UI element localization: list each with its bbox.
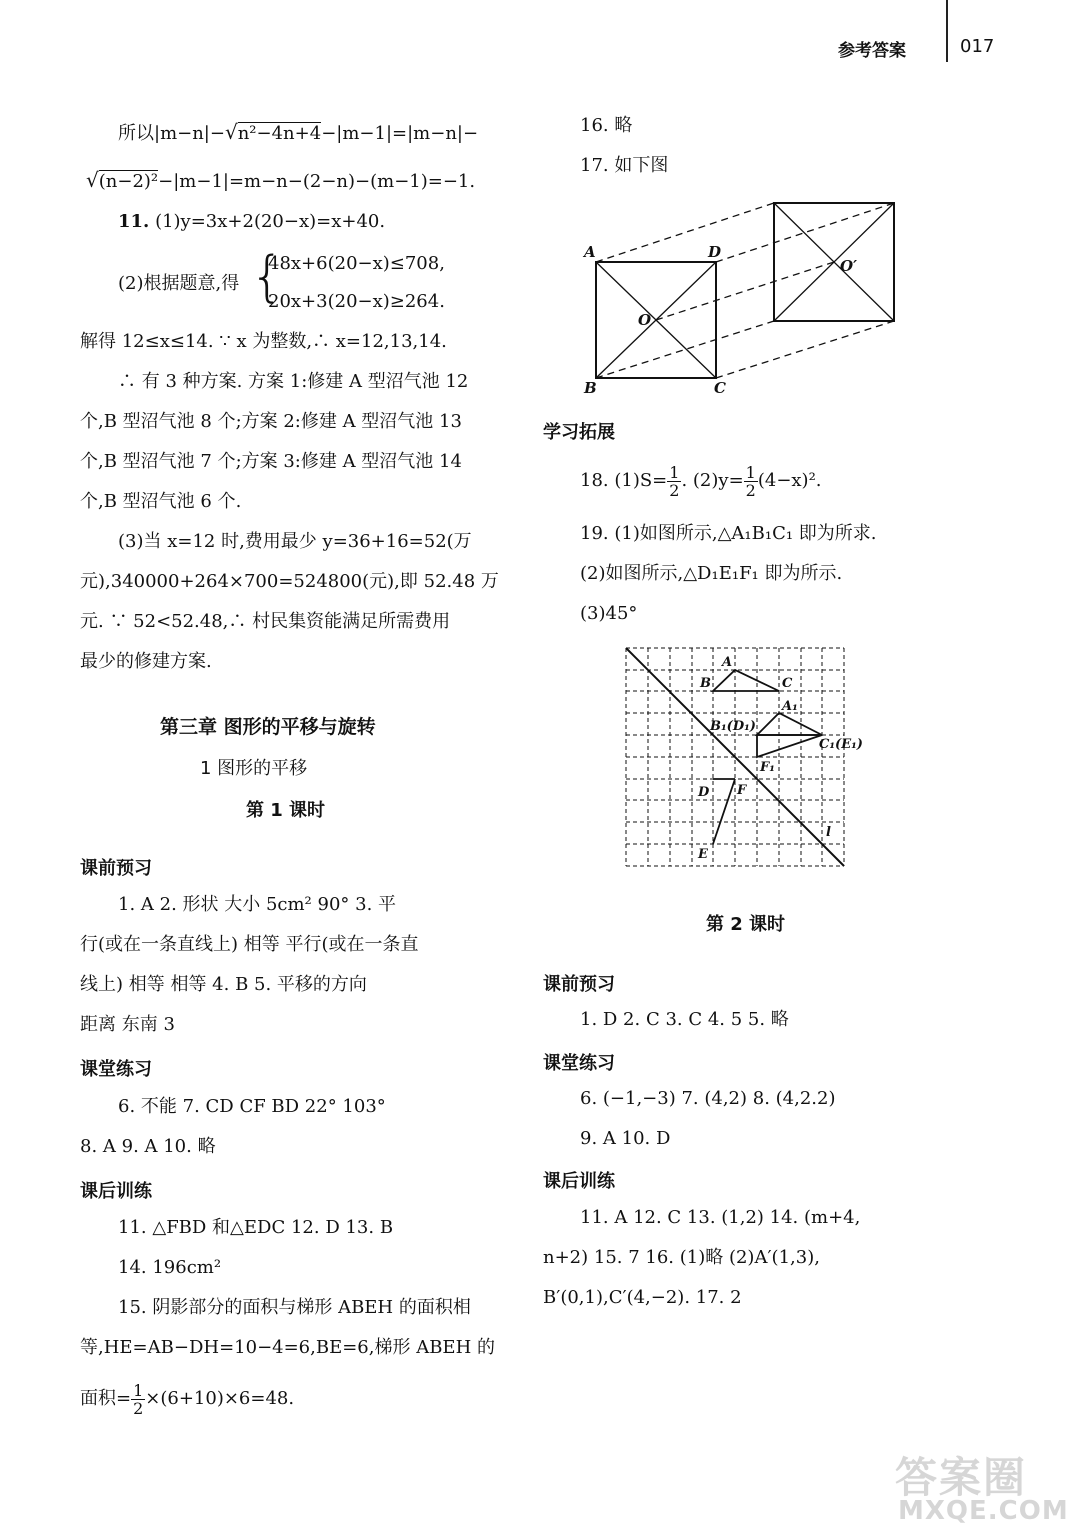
- q11-line8: (3)当 x=12 时,费用最少 y=36+16=52(万: [118, 531, 472, 552]
- q11-line7: 个,B 型沼气池 6 个.: [80, 491, 242, 512]
- pre-line1: 1. A 2. 形状 大小 5cm² 90° 3. 平: [118, 894, 397, 915]
- q17: 17. 如下图: [580, 155, 669, 176]
- svg-text:B₁(D₁): B₁(D₁): [710, 719, 756, 734]
- label-o: O: [638, 311, 652, 329]
- r-post-line1: 11. A 12. C 13. (1,2) 14. (m+4,: [580, 1207, 861, 1228]
- post-line1: 11. △FBD 和△EDC 12. D 13. B: [118, 1217, 394, 1238]
- triangle-abc: [713, 670, 779, 691]
- svg-text:C: C: [782, 676, 793, 691]
- r-post-line2: n+2) 15. 7 16. (1)略 (2)A′(1,3),: [543, 1247, 820, 1268]
- heading-class-practice: 课堂练习: [80, 1059, 152, 1080]
- triangle-a1b1c1: [757, 713, 822, 735]
- svg-text:F: F: [737, 783, 747, 798]
- label-b: B: [584, 379, 597, 397]
- label-c: C: [714, 379, 726, 397]
- figure-translation-squares: [580, 195, 910, 400]
- header-page-number: 017: [960, 36, 995, 57]
- post-line2: 14. 196cm²: [118, 1257, 222, 1278]
- q19-part3: (3)45°: [580, 603, 638, 624]
- pre-line2: 行(或在一条直线上) 相等 平行(或在一条直: [80, 934, 419, 955]
- pre-line3: 线上) 相等 相等 4. B 5. 平移的方向: [80, 974, 367, 995]
- svg-text:A: A: [722, 655, 733, 670]
- r-class-line2: 9. A 10. D: [580, 1128, 671, 1149]
- heading-extension: 学习拓展: [543, 422, 615, 443]
- svg-text:C₁(E₁): C₁(E₁): [819, 737, 863, 752]
- heading-class-practice-2: 课堂练习: [543, 1053, 615, 1074]
- post-line4: 等,HE=AB−DH=10−4=6,BE=6,梯形 ABEH 的: [80, 1337, 495, 1358]
- q11-line9: 元),340000+264×700=524800(元),即 52.48 万: [80, 571, 499, 592]
- fraction-half: $\frac{1}{2}$: [133, 1380, 144, 1418]
- heading-after-class: 课后训练: [80, 1181, 152, 1202]
- label-d: D: [708, 243, 722, 261]
- class-line1: 6. 不能 7. CD CF BD 22° 103°: [118, 1096, 386, 1117]
- post-line3: 15. 阴影部分的面积与梯形 ABEH 的面积相: [118, 1297, 471, 1318]
- r-post-line3: B′(0,1),C′(4,−2). 17. 2: [543, 1287, 742, 1308]
- q11-line11: 最少的修建方案.: [80, 651, 212, 672]
- header-section: 参考答案: [838, 41, 906, 61]
- watermark-logo: 答案圈: [895, 1453, 1028, 1502]
- heading-pre-study: 课前预习: [80, 858, 152, 879]
- header-rule: [946, 0, 948, 62]
- system-brace: {: [250, 245, 285, 308]
- lesson-title: 第 1 课时: [246, 800, 326, 821]
- line-p2: √(n−2)²−|m−1|=m−n−(2−n)−(m−1)=−1.: [86, 168, 476, 192]
- heading-pre-study-2: 课前预习: [543, 974, 615, 995]
- q11-eq2: 20x+3(20−x)≥264.: [268, 291, 445, 312]
- svg-text:F₁: F₁: [760, 760, 775, 775]
- lesson2-title: 第 2 课时: [706, 914, 786, 935]
- svg-text:A₁: A₁: [782, 699, 798, 714]
- label-o-prime: O′: [840, 257, 858, 275]
- q16: 16. 略: [580, 115, 633, 136]
- figure-grid-symmetry: [620, 640, 863, 872]
- heading-after-class-2: 课后训练: [543, 1171, 615, 1192]
- triangle-d1e1f1: [757, 735, 822, 757]
- q11-part2-label: (2)根据题意,得: [118, 273, 240, 294]
- watermark-url: MXQE.COM: [898, 1496, 1069, 1526]
- svg-text:D: D: [698, 785, 710, 800]
- section-title: 1 图形的平移: [200, 758, 308, 779]
- post-line5: 面积= $\frac{1}{2}$ ×(6+10)×6=48.: [80, 1380, 295, 1418]
- q11-eq1: 48x+6(20−x)≤708,: [268, 253, 445, 274]
- q11-line3: 解得 12≤x≤14. ∵ x 为整数,∴ x=12,13,14.: [80, 331, 447, 352]
- q18: 18. (1)S= $\frac{1}{2}$ . (2)y= $\frac{1}{2}$ (4−x)².: [580, 462, 822, 500]
- svg-text:l: l: [826, 825, 831, 840]
- line-p1: 所以|m−n|−√n²−4n+4−|m−1|=|m−n|−: [118, 120, 479, 144]
- chapter-title: 第三章 图形的平移与旋转: [160, 716, 376, 738]
- r-pre-line1: 1. D 2. C 3. C 4. 5 5. 略: [580, 1009, 789, 1030]
- q11-line6: 个,B 型沼气池 7 个;方案 3:修建 A 型沼气池 14: [80, 451, 462, 472]
- svg-text:B: B: [700, 676, 711, 691]
- q11-line5: 个,B 型沼气池 8 个;方案 2:修建 A 型沼气池 13: [80, 411, 462, 432]
- label-a: A: [584, 243, 596, 261]
- q19-part2: (2)如图所示,△D₁E₁F₁ 即为所示.: [580, 563, 843, 584]
- r-class-line1: 6. (−1,−3) 7. (4,2) 8. (4,2.2): [580, 1088, 836, 1109]
- q11-part1: 11. (1)y=3x+2(20−x)=x+40.: [118, 211, 386, 232]
- pre-line4: 距离 东南 3: [80, 1014, 175, 1035]
- q11-line4: ∴ 有 3 种方案. 方案 1:修建 A 型沼气池 12: [118, 371, 469, 392]
- svg-text:E: E: [698, 847, 708, 862]
- q19-part1: 19. (1)如图所示,△A₁B₁C₁ 即为所求.: [580, 523, 877, 544]
- q11-line10: 元. ∵ 52<52.48,∴ 村民集资能满足所需费用: [80, 611, 451, 632]
- class-line2: 8. A 9. A 10. 略: [80, 1136, 216, 1157]
